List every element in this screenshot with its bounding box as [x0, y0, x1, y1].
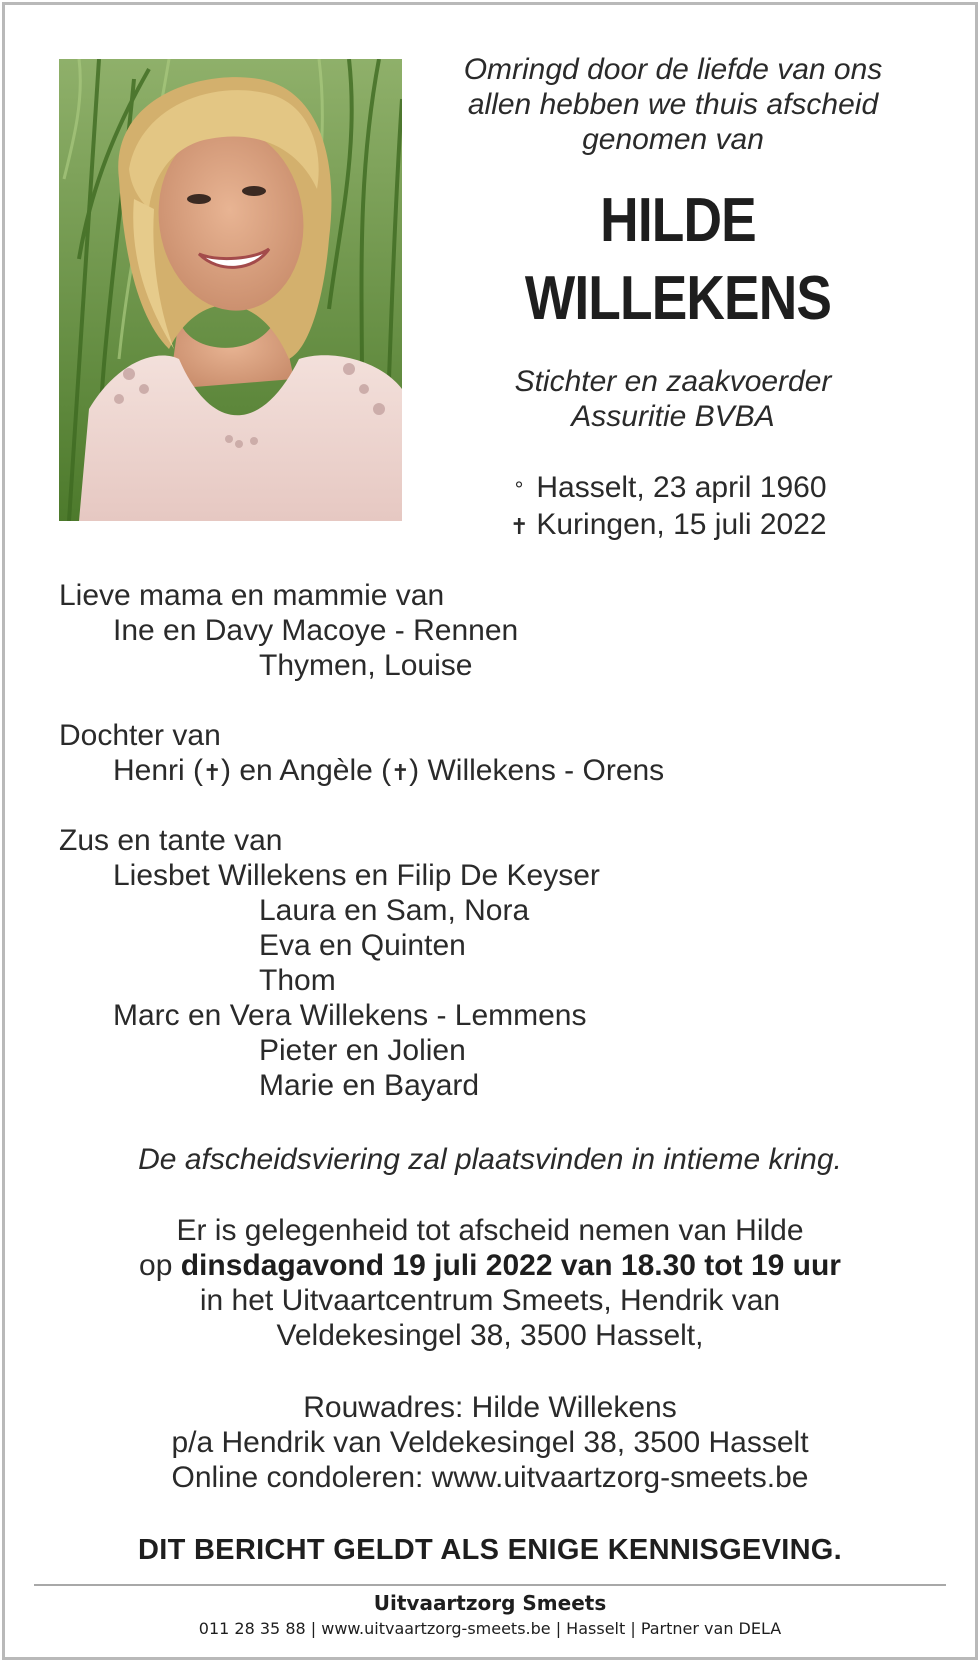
- deceased-function: [418, 364, 928, 434]
- parents-text: Henri (: [113, 754, 204, 787]
- undertaker-contact: 011 28 35 88 | www.uitvaartzorg-smeets.be | Hasselt | Partner van DELA: [198, 1619, 782, 1638]
- first-name: HILDE: [600, 186, 756, 255]
- portrait-photo: [59, 59, 402, 521]
- cross-icon: ✝: [391, 760, 410, 785]
- birth-row: [510, 470, 910, 507]
- ceremony-text: De afscheidsviering zal plaatsvinden in intieme kring.: [138, 1143, 842, 1176]
- visit-datetime: dinsdagavond 19 juli 2022 van 18.30 tot 19 uur: [180, 1249, 841, 1282]
- condolence-link[interactable]: Online condoleren: www.uitvaartzorg-smeets.be: [171, 1461, 809, 1494]
- family-line: Eva en Quinten: [259, 929, 466, 962]
- parents-line: [59, 753, 919, 788]
- daughter-heading: Dochter van: [59, 719, 221, 752]
- family-line: Liesbet Willekens en Filip De Keyser: [113, 859, 600, 892]
- sister-heading: Zus en tante van: [59, 824, 283, 857]
- undertaker-name: Uitvaartzorg Smeets: [373, 1591, 607, 1615]
- deceased-name: [454, 182, 901, 338]
- family-line: Pieter en Jolien: [259, 1034, 466, 1067]
- family-line: Thymen, Louise: [259, 649, 473, 682]
- visit-line: Er is gelegenheid tot afscheid nemen van Hilde: [176, 1214, 804, 1247]
- parents-text: ) Willekens - Orens: [409, 754, 665, 787]
- visit-prefix: op: [139, 1249, 181, 1282]
- parents-text: ) en Angèle (: [221, 754, 392, 787]
- function-line: Assuritie BVBA: [571, 400, 775, 433]
- last-name: WILLEKENS: [524, 264, 832, 333]
- family-line: Ine en Davy Macoye - Rennen: [113, 614, 519, 647]
- visitation-info: [40, 1213, 940, 1353]
- cross-icon: ✝: [203, 760, 222, 785]
- address-line: Rouwadres: Hilde Willekens: [303, 1391, 677, 1424]
- family-line: Thom: [259, 964, 336, 997]
- family-line: Laura en Sam, Nora: [259, 894, 530, 927]
- official-notice: DIT BERICHT GELDT ALS ENIGE KENNISGEVING.: [137, 1534, 843, 1566]
- function-line: Stichter en zaakvoerder: [514, 365, 832, 398]
- intro-text: [418, 52, 928, 157]
- life-dates: [510, 470, 910, 544]
- cross-icon: ✝: [510, 514, 529, 539]
- family-section: [59, 578, 919, 1103]
- family-line: Marie en Bayard: [259, 1069, 480, 1102]
- death-date: Kuringen, 15 juli 2022: [536, 508, 827, 541]
- visit-line: in het Uitvaartcentrum Smeets, Hendrik van: [199, 1284, 781, 1317]
- visit-line: Veldekesingel 38, 3500 Hasselt,: [276, 1319, 704, 1352]
- intro-line: genomen van: [582, 123, 764, 156]
- family-line: Marc en Vera Willekens - Lemmens: [113, 999, 587, 1032]
- intro-line: allen hebben we thuis afscheid: [467, 88, 879, 121]
- address-line: p/a Hendrik van Veldekesingel 38, 3500 Hasselt: [171, 1426, 809, 1459]
- death-row: [510, 507, 910, 544]
- birth-symbol: °: [514, 477, 524, 502]
- intro-line: Omringd door de liefde van ons: [463, 53, 883, 86]
- footer-divider: [34, 1584, 946, 1586]
- mourning-address: [40, 1390, 940, 1495]
- visit-line: [40, 1248, 940, 1283]
- birth-date: Hasselt, 23 april 1960: [536, 471, 827, 504]
- mother-heading: Lieve mama en mammie van: [59, 579, 445, 612]
